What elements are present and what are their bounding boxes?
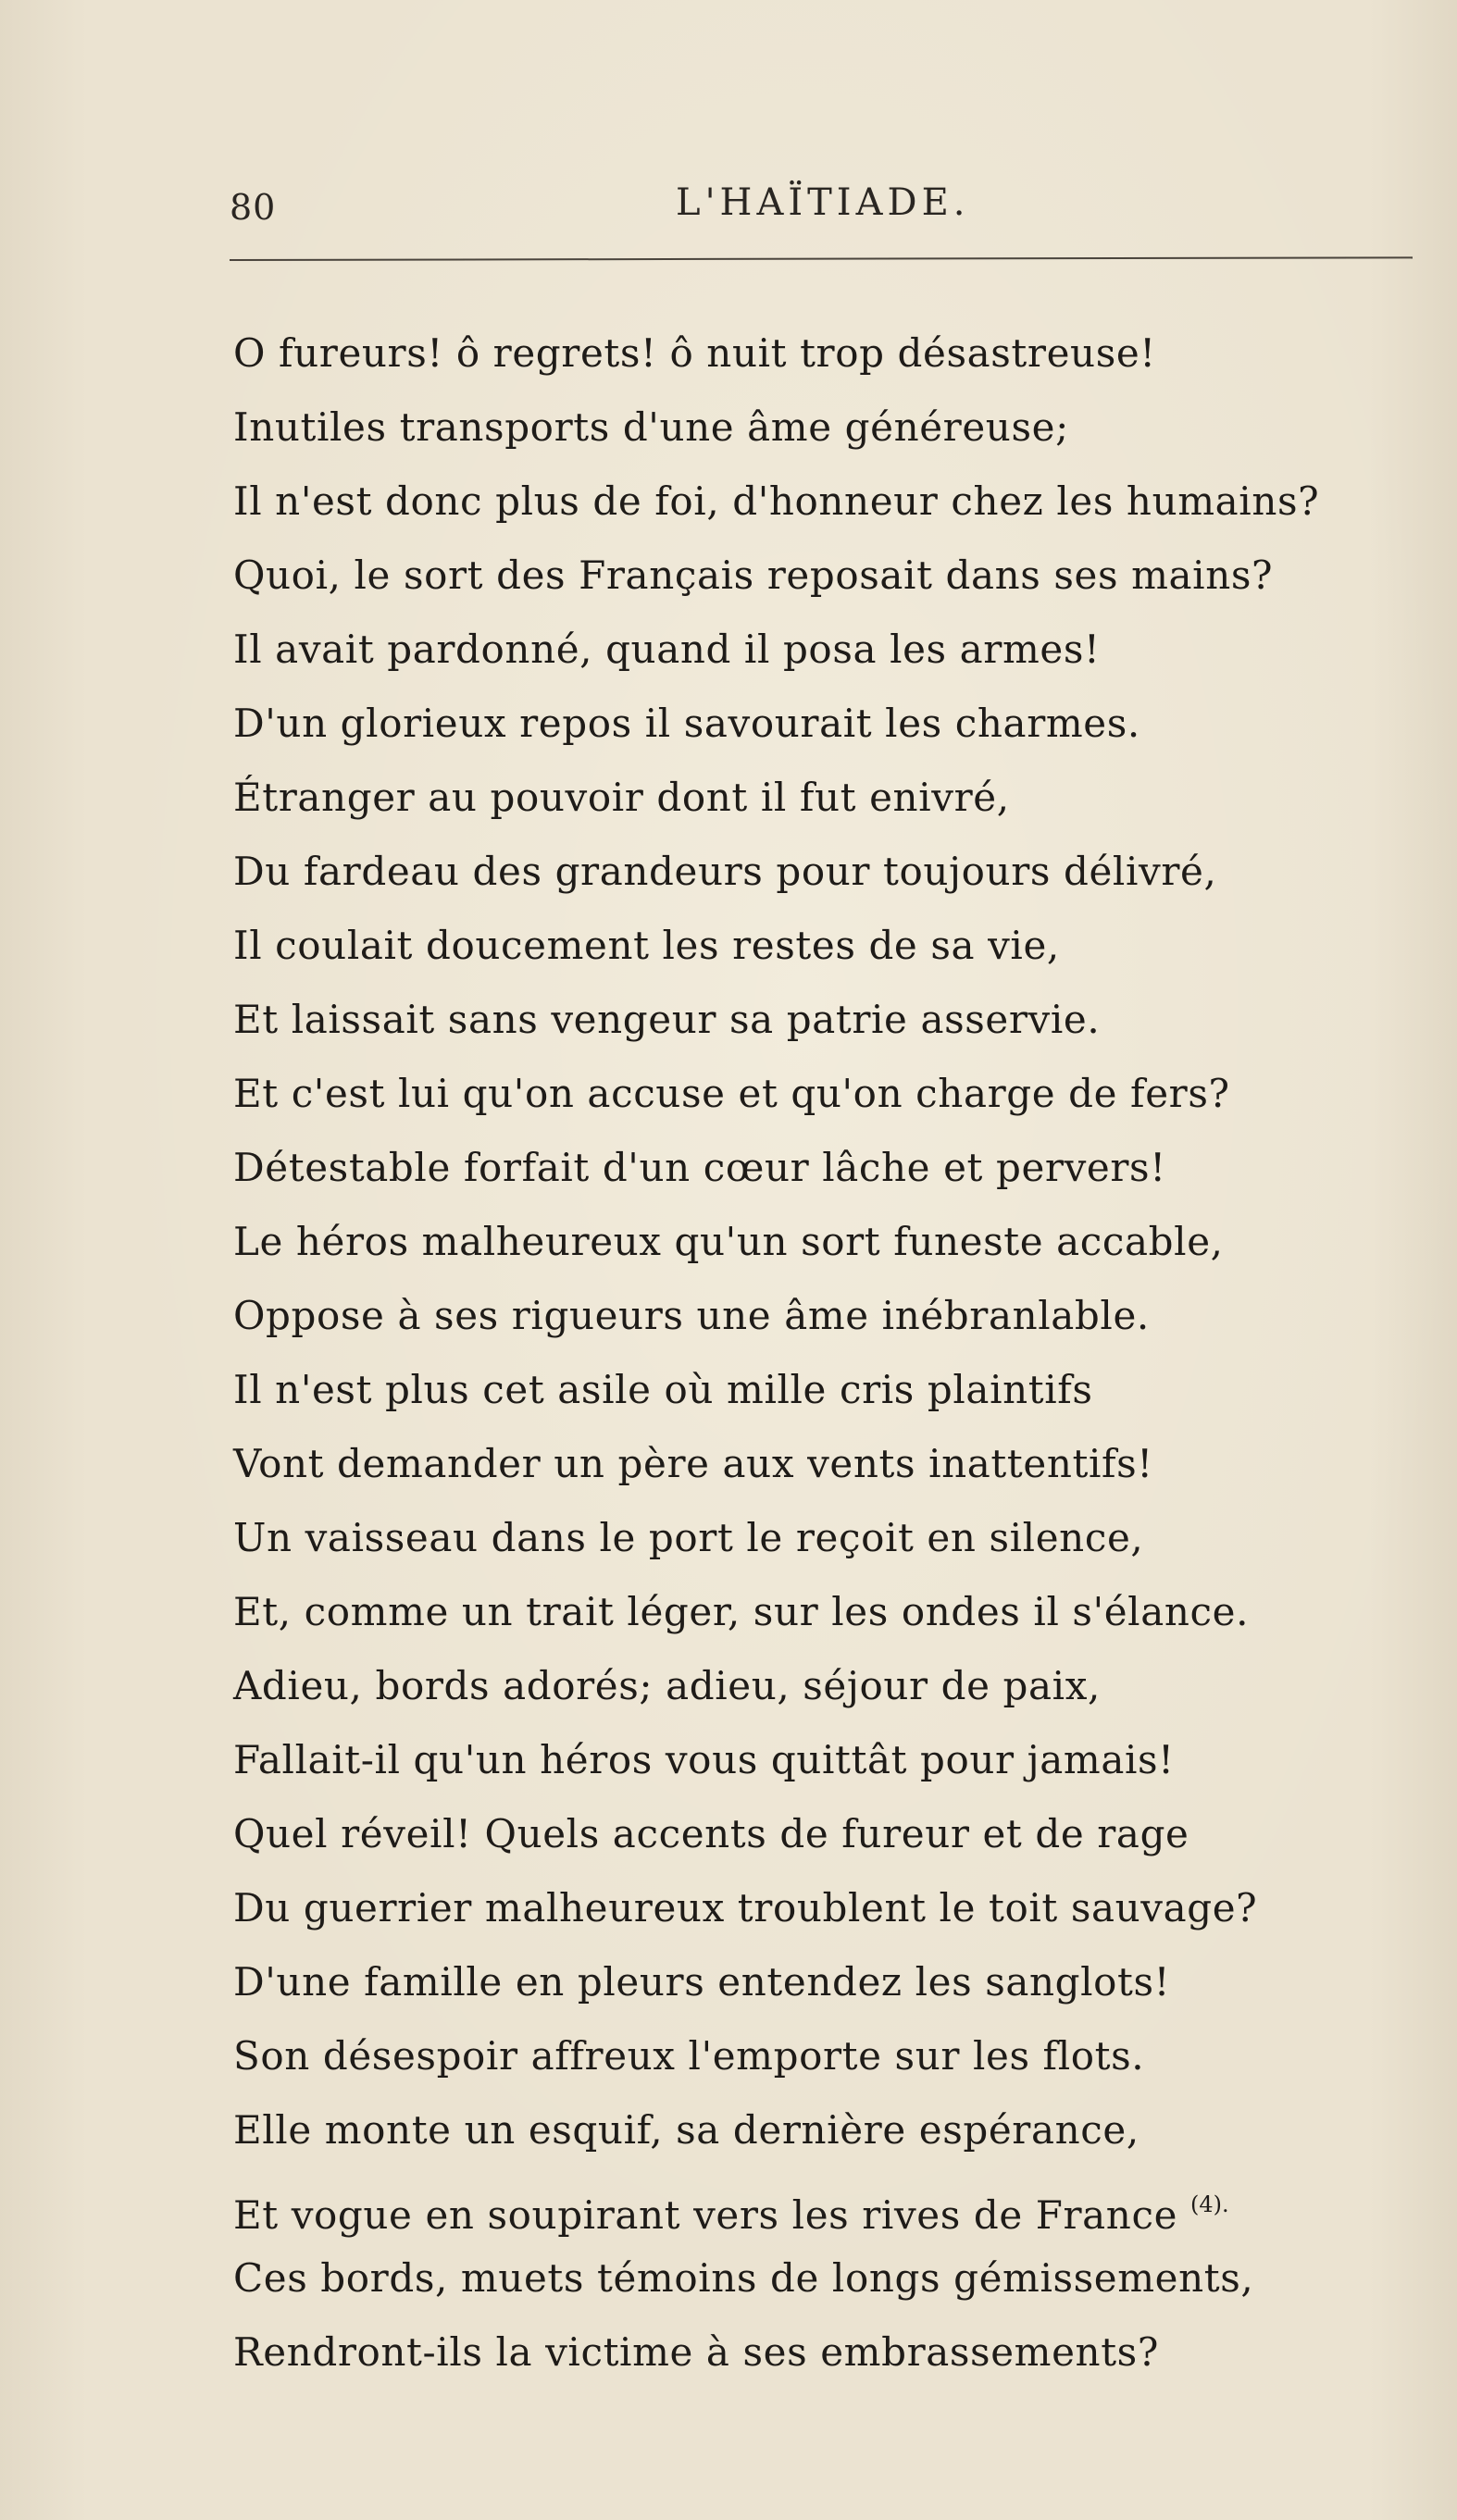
- verse-text: Vont demander un père aux vents inattentifs!: [233, 1441, 1153, 1486]
- verse-line: [233, 2093, 1437, 2167]
- verse-text: Inutiles transports d'une âme généreuse;: [233, 404, 1069, 450]
- verse-line: [233, 1427, 1437, 1501]
- header-rule: [230, 256, 1413, 261]
- verse-text: Du guerrier malheureux troublent le toit sauvage?: [233, 1885, 1258, 1930]
- verse-text: Ces bords, muets témoins de longs gémissements,: [233, 2255, 1254, 2301]
- running-title: L'HAÏTIADE.: [676, 181, 970, 224]
- verse-text: Il n'est plus cet asile où mille cris plaintifs: [233, 1367, 1093, 1412]
- verse-line: [233, 1057, 1437, 1131]
- verse-line: [233, 1279, 1437, 1353]
- verse-text: Fallait-il qu'un héros vous quittât pour jamais!: [233, 1737, 1175, 1782]
- verse-line: [233, 1501, 1437, 1575]
- verse-text: Du fardeau des grandeurs pour toujours délivré,: [233, 849, 1217, 894]
- running-head: [0, 181, 1457, 237]
- verse-text: Quoi, le sort des Français reposait dans ses mains?: [233, 552, 1274, 598]
- verse-line: [233, 1353, 1437, 1427]
- verse-line: [233, 1649, 1437, 1723]
- verse-text: D'une famille en pleurs entendez les sanglots!: [233, 1959, 1171, 2005]
- verse-line: [233, 909, 1437, 983]
- page-number: 80: [230, 187, 277, 228]
- verse-line: [233, 1945, 1437, 2019]
- verse-text: Détestable forfait d'un cœur lâche et pervers!: [233, 1145, 1166, 1190]
- verse-line: [233, 391, 1437, 465]
- verse-text: Quel réveil! Quels accents de fureur et de rage: [233, 1811, 1189, 1856]
- verse-line: [233, 835, 1437, 909]
- verse-text: Elle monte un esquif, sa dernière espérance,: [233, 2107, 1139, 2153]
- verse-line: [233, 1797, 1437, 1871]
- verse-text: Oppose à ses rigueurs une âme inébranlable.: [233, 1293, 1150, 1338]
- verse-line: [233, 613, 1437, 687]
- verse-text: Un vaisseau dans le port le reçoit en silence,: [233, 1515, 1144, 1560]
- verse-text: Rendront-ils la victime à ses embrassements?: [233, 2329, 1159, 2375]
- verse-line: [233, 465, 1437, 539]
- verse-text: Et c'est lui qu'on accuse et qu'on charge de fers?: [233, 1071, 1230, 1116]
- verse-text: D'un glorieux repos il savourait les charmes.: [233, 701, 1140, 746]
- verse-line: [233, 983, 1437, 1057]
- verse-text: Il coulait doucement les restes de sa vie,: [233, 923, 1060, 968]
- verse-line: [233, 687, 1437, 761]
- verse-line: [233, 2167, 1437, 2241]
- verse-line: [233, 1131, 1437, 1205]
- verse-text: Le héros malheureux qu'un sort funeste accable,: [233, 1219, 1224, 1264]
- verse-line: [233, 2019, 1437, 2093]
- verse-text: Et, comme un trait léger, sur les ondes il s'élance.: [233, 1589, 1250, 1634]
- verse-text: Il avait pardonné, quand il posa les armes!: [233, 627, 1101, 672]
- verse-line: [233, 761, 1437, 835]
- verse-line: [233, 2315, 1437, 2390]
- verse-line: [233, 1205, 1437, 1279]
- verse-text: O fureurs! ô regrets! ô nuit trop désastreuse!: [233, 330, 1156, 376]
- verse-line: [233, 1871, 1437, 1945]
- verse-text: Et laissait sans vengeur sa patrie asservie.: [233, 997, 1101, 1042]
- poem-verses: [233, 317, 1437, 2390]
- verse-text: Étranger au pouvoir dont il fut enivré,: [233, 775, 1010, 820]
- verse-text: Adieu, bords adorés; adieu, séjour de paix,: [233, 1663, 1101, 1708]
- verse-line: [233, 1575, 1437, 1649]
- verse-line: [233, 2241, 1437, 2315]
- verse-text: Il n'est donc plus de foi, d'honneur chez les humains?: [233, 478, 1320, 524]
- verse-line: [233, 1723, 1437, 1797]
- verse-text: Son désespoir affreux l'emporte sur les flots.: [233, 2033, 1145, 2079]
- verse-text: Et vogue en soupirant vers les rives de France: [233, 2192, 1178, 2238]
- footnote-marker: (4).: [1190, 2191, 1229, 2217]
- verse-line: [233, 539, 1437, 613]
- verse-line: [233, 317, 1437, 391]
